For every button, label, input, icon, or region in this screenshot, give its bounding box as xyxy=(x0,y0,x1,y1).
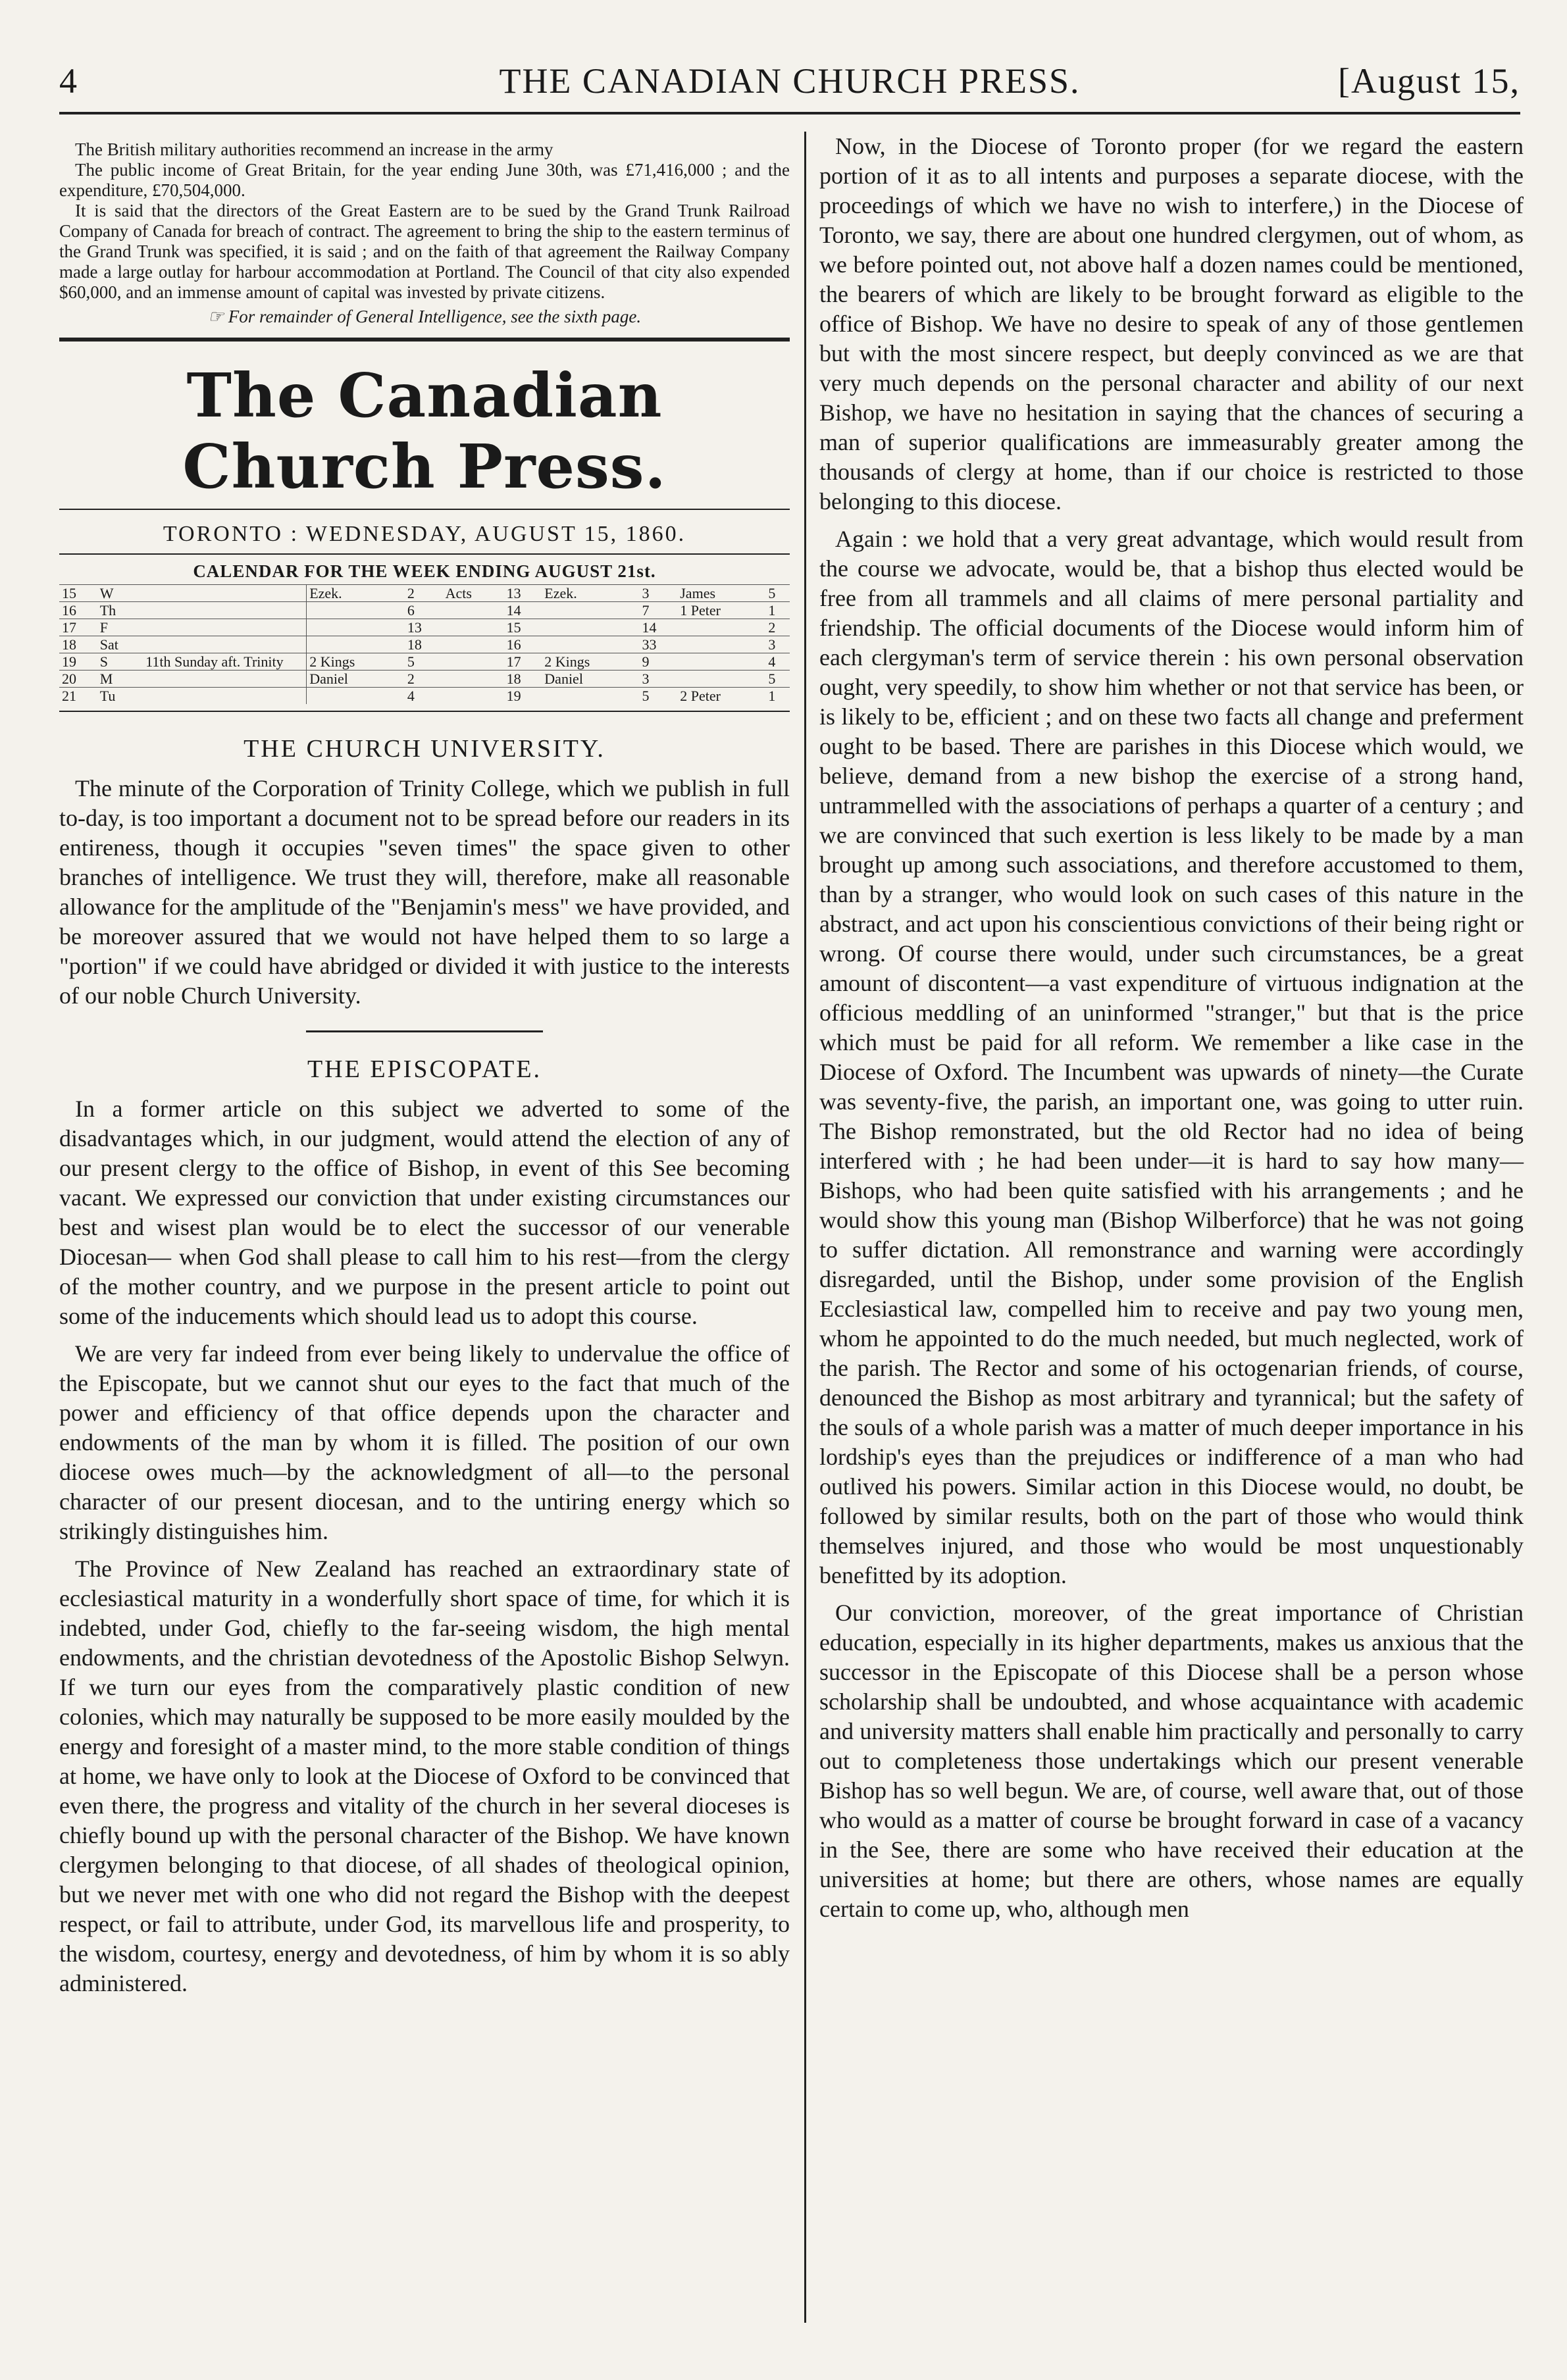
calendar-cell: 2 xyxy=(405,671,443,688)
calendar-cell: 19 xyxy=(59,653,97,671)
calendar-cell: M xyxy=(97,671,143,688)
calendar-cell: 2 Kings xyxy=(542,653,639,671)
episcopate-article xyxy=(59,1094,790,1998)
calendar-rule xyxy=(59,711,790,712)
calendar-cell: Sat xyxy=(97,636,143,653)
calendar-cell xyxy=(443,688,504,705)
dateline: TORONTO : WEDNESDAY, AUGUST 15, 1860. xyxy=(163,522,686,546)
calendar-cell xyxy=(443,602,504,619)
calendar-cell xyxy=(542,602,639,619)
calendar-cell: 5 xyxy=(765,585,790,602)
header-rule xyxy=(59,112,1520,114)
section-rule xyxy=(59,338,790,342)
calendar-cell xyxy=(443,636,504,653)
article-paragraph: The minute of the Corporation of Trinity College, which we publish in full to-day, is too important a document not to be spread before our readers in its entireness, though it occupies "seven times" the space given to other branches of intelligence. We trust they will, therefore, make all reasonable allowance for the amplitude of the "Benjamin's mess" we have provided, and be moreover assured that we would not have helped them to so large a "portion" if we could have abridged or divided it with justice to the interests of our noble Church University. xyxy=(59,775,790,1009)
calendar-cell: 11th Sunday aft. Trinity xyxy=(143,653,307,671)
calendar-cell xyxy=(443,619,504,636)
calendar-cell xyxy=(677,636,765,653)
calendar-cell: 2 Kings xyxy=(307,653,405,671)
calendar-title: CALENDAR FOR THE WEEK ENDING AUGUST 21st. xyxy=(193,561,656,581)
calendar-cell: 2 xyxy=(405,585,443,602)
calendar-cell: 18 xyxy=(504,671,542,688)
calendar-cell: 5 xyxy=(405,653,443,671)
calendar-cell xyxy=(143,619,307,636)
calendar-cell: 3 xyxy=(640,671,678,688)
calendar-cell: 16 xyxy=(504,636,542,653)
calendar-table xyxy=(59,584,790,704)
calendar-cell xyxy=(677,671,765,688)
calendar-row xyxy=(59,671,790,688)
calendar-cell: 9 xyxy=(640,653,678,671)
calendar-cell: Daniel xyxy=(307,671,405,688)
calendar-row xyxy=(59,619,790,636)
calendar-cell: 2 xyxy=(765,619,790,636)
calendar-cell: 1 xyxy=(765,688,790,705)
calendar-row xyxy=(59,653,790,671)
calendar-cell: Ezek. xyxy=(307,585,405,602)
calendar-cell: 15 xyxy=(59,585,97,602)
calendar-cell: Ezek. xyxy=(542,585,639,602)
calendar-cell: 16 xyxy=(59,602,97,619)
calendar-cell: 1 xyxy=(765,602,790,619)
episcopate-article-continued xyxy=(819,132,1524,1924)
calendar-cell: 33 xyxy=(640,636,678,653)
calendar-cell xyxy=(677,619,765,636)
calendar-cell xyxy=(542,619,639,636)
calendar-cell: 19 xyxy=(504,688,542,705)
page-number: 4 xyxy=(59,61,78,101)
calendar-cell: 2 Peter xyxy=(677,688,765,705)
calendar-cell: Daniel xyxy=(542,671,639,688)
calendar-cell: 3 xyxy=(640,585,678,602)
calendar-cell xyxy=(307,688,405,705)
calendar-cell xyxy=(443,653,504,671)
article-paragraph: Again : we hold that a very great advantage, which would result from the course we advocate, would be, that a bishop thus elected would be free from all trammels and all claims of mere personal partiality and friendship. The official documents of the Diocese would inform him of each clergyman's term of service therein : his own personal observation ought, very speedily, to show him whether or not that service has been, or is likely to be, efficient ; and on these two facts all change and preferment ought to be based. There are parishes in this Diocese which would, we believe, demand from a new bishop the exercise of a strong hand, untrammelled with the associations of perhaps a quarter of a century ; and we are convinced that such exertion is less likely to be made by a man brought up among such associations, and therefore accustomed to them, than by a stranger, who would look on such cases of this nature in the abstract, and act upon his conscientious convictions of their being right or wrong. Of course there would, under such circumstances, be a great amount of discontent—a vast expenditure of virtuous indignation at the officious meddling of an uninformed "stranger," but that is the price which must be paid for all reform. We remember a like case in the Diocese of Oxford. The Incumbent was upwards of ninety—the Curate was seventy-five, the parish, an important one, was going to utter ruin. The Bishop remonstrated, but the old Rector had no idea of being interfered with ; he had been under—it is hard to say how many—Bishops, who had been quite satisfied with his arrangements ; and he would show this young man (Bishop Wilberforce) that he was not going to suffer dictation. All remonstrance and warning were accordingly disregarded, until the Bishop, under some provision of the English Ecclesiastical law, compelled him to receive and pay two young men, whom he appointed to do the much needed, but much neglected, work of the parish. The Rector and some of his octogenarian friends, of course, denounced the Bishop as most arbitrary and tyrannical; but the safety of the souls of a whole parish was a matter of much deeper importance in his lordship's eyes than the prejudices or indifference of a man who had outlived his powers. Similar action in this Diocese would, no doubt, be followed by similar results, both on the part of those who would think themselves injured, and those who would be most unquestionably benefitted by its adoption. xyxy=(819,526,1524,1588)
calendar-cell: 20 xyxy=(59,671,97,688)
calendar-cell: F xyxy=(97,619,143,636)
calendar-cell xyxy=(307,636,405,653)
university-article xyxy=(59,774,790,1011)
calendar-cell: Tu xyxy=(97,688,143,705)
running-head xyxy=(59,61,1520,107)
dateline-rule xyxy=(59,553,790,555)
calendar-cell xyxy=(677,653,765,671)
issue-date: [August 15, xyxy=(1338,61,1520,101)
calendar-cell: 4 xyxy=(405,688,443,705)
calendar-cell: W xyxy=(97,585,143,602)
masthead: The Canadian Church Press. xyxy=(182,360,667,502)
calendar-cell xyxy=(542,636,639,653)
brief-item: It is said that the directors of the Great Eastern are to be sued by the Grand Trunk Railroad Company of Canada for breach of contract. The agreement to bring the ship to the eastern terminus of the Grand Trunk was specified, it is said ; and on the faith of that agreement the Railway Company made a large outlay for harbour accommodation at Portland. The Council of that city also expended $60,000, and an immense amount of capital was invested by private citizens. xyxy=(59,201,790,302)
calendar-cell: 6 xyxy=(405,602,443,619)
calendar-cell: 5 xyxy=(765,671,790,688)
article-paragraph: In a former article on this subject we adverted to some of the disadvantages which, in our judgment, would attend the election of any of our present clergy to the office of Bishop, in event of this See becoming vacant. We expressed our conviction that under existing circumstances our best and wisest plan would be to elect the successor of our venerable Diocesan— when God shall please to call him to his rest—from the clergy of the mother country, and we purpose in the present article to point out some of the inducements which should lead us to adopt this course. xyxy=(59,1096,790,1329)
calendar-cell: 1 Peter xyxy=(677,602,765,619)
calendar-cell xyxy=(307,602,405,619)
calendar-cell xyxy=(143,671,307,688)
calendar-cell xyxy=(443,671,504,688)
article-paragraph: The Province of New Zealand has reached an extraordinary state of ecclesiastical maturity in a wonderfully short space of time, for which it is indebted, under God, chiefly to the far-seeing wisdom, the high mental endowments, and the christian devotedness of the Apostolic Bishop Selwyn. If we turn our eyes from the comparatively plastic condition of new colonies, which may naturally be supposed to be more easily moulded by the energy and foresight of a master mind, to the more stable condition of things at home, we have only to look at the Diocese of Oxford to be convinced that even there, the progress and vitality of the church in her several dioceses is chiefly bound up with the personal character of the Bishop. We have known clergymen belonging to that diocese, of all shades of theological opinion, but we never met with one who did not regard the Bishop with the deepest respect, or fail to attribute, under God, its marvellous life and prosperity, to the wisdom, courtesy, energy and devotedness, of him by whom it is so ably administered. xyxy=(59,1556,790,1996)
calendar-row xyxy=(59,602,790,619)
calendar-cell: 5 xyxy=(640,688,678,705)
calendar-cell: 7 xyxy=(640,602,678,619)
right-column xyxy=(819,132,1524,1932)
brief-item: The British military authorities recommend an increase in the army xyxy=(75,139,553,159)
left-column xyxy=(59,132,790,2006)
calendar-cell xyxy=(143,636,307,653)
calendar-cell: 21 xyxy=(59,688,97,705)
episcopate-heading: THE EPISCOPATE. xyxy=(307,1055,542,1083)
calendar-cell xyxy=(143,585,307,602)
calendar-cell xyxy=(542,688,639,705)
calendar-row xyxy=(59,636,790,653)
article-paragraph: Now, in the Diocese of Toronto proper (for we regard the eastern portion of it as to all intents and purposes a separate diocese, with the proceedings of which we have no wish to interfere,) in the Diocese of Toronto, we say, there are about one hundred clergymen, out of whom, as we before pointed out, not above half a dozen names could be mentioned, the bearers of which are likely to be brought forward as eligible to the office of Bishop. We have no desire to speak of any of those gentlemen but with the most sincere respect, but deeply convinced as we are that very much depends on the personal character and ability of our next Bishop, we have no hesitation in saying that the chances of securing a man of superior qualifications are immeasurably greater among the thousands of clergy at home, than if our choice is restricted to those belonging to this diocese. xyxy=(819,133,1524,515)
calendar-cell: 14 xyxy=(504,602,542,619)
calendar-cell: 15 xyxy=(504,619,542,636)
masthead-rule xyxy=(59,509,790,510)
paper-title: THE CANADIAN CHURCH PRESS. xyxy=(499,61,1081,101)
calendar-cell: S xyxy=(97,653,143,671)
calendar-row xyxy=(59,585,790,602)
calendar-cell: 4 xyxy=(765,653,790,671)
calendar-cell xyxy=(143,602,307,619)
calendar-cell xyxy=(143,688,307,705)
calendar-row xyxy=(59,688,790,705)
article-paragraph: Our conviction, moreover, of the great importance of Christian education, especially in its higher departments, makes us anxious that the successor in the Episcopate of this Diocese shall be a person whose scholarship shall be undoubted, and whose acquaintance with academic and university matters shall enable him practically and personally to carry out to completeness those undertakings which our present venerable Bishop has so well begun. We are, of course, well aware that, out of those who would as a matter of course be brought forward in case of a vacancy in the See, there are some who have received their education at the universities at home; but there are others, whose names are equally certain to come up, who, although men xyxy=(819,1600,1524,1922)
calendar-cell: 18 xyxy=(59,636,97,653)
calendar-cell: 13 xyxy=(504,585,542,602)
calendar-cell: 14 xyxy=(640,619,678,636)
calendar-cell: Acts xyxy=(443,585,504,602)
article-paragraph: We are very far indeed from ever being likely to undervalue the office of the Episcopate, but we cannot shut our eyes to the fact that much of the power and efficiency of that office depends upon the character and endowments of the man by whom it is filled. The position of our own diocese owes much—by the acknowledgment of all—to the personal character of our present diocesan, and to the untiring energy which so strikingly distinguishes him. xyxy=(59,1340,790,1544)
column-divider xyxy=(804,132,806,2323)
article-separator xyxy=(306,1030,543,1032)
calendar-cell: 13 xyxy=(405,619,443,636)
calendar-cell: 17 xyxy=(504,653,542,671)
brief-item: The public income of Great Britain, for the year ending June 30th, was £71,416,000 ; and the expenditure, £70,504,000. xyxy=(59,160,790,200)
calendar-cell: James xyxy=(677,585,765,602)
calendar-cell: 18 xyxy=(405,636,443,653)
calendar-cell xyxy=(307,619,405,636)
news-briefs xyxy=(59,139,790,303)
calendar-cell: 3 xyxy=(765,636,790,653)
calendar-cell: Th xyxy=(97,602,143,619)
see-sixth-page-note: ☞ For remainder of General Intelligence, see the sixth page. xyxy=(207,307,642,326)
calendar-cell: 17 xyxy=(59,619,97,636)
university-heading: THE CHURCH UNIVERSITY. xyxy=(244,735,605,763)
